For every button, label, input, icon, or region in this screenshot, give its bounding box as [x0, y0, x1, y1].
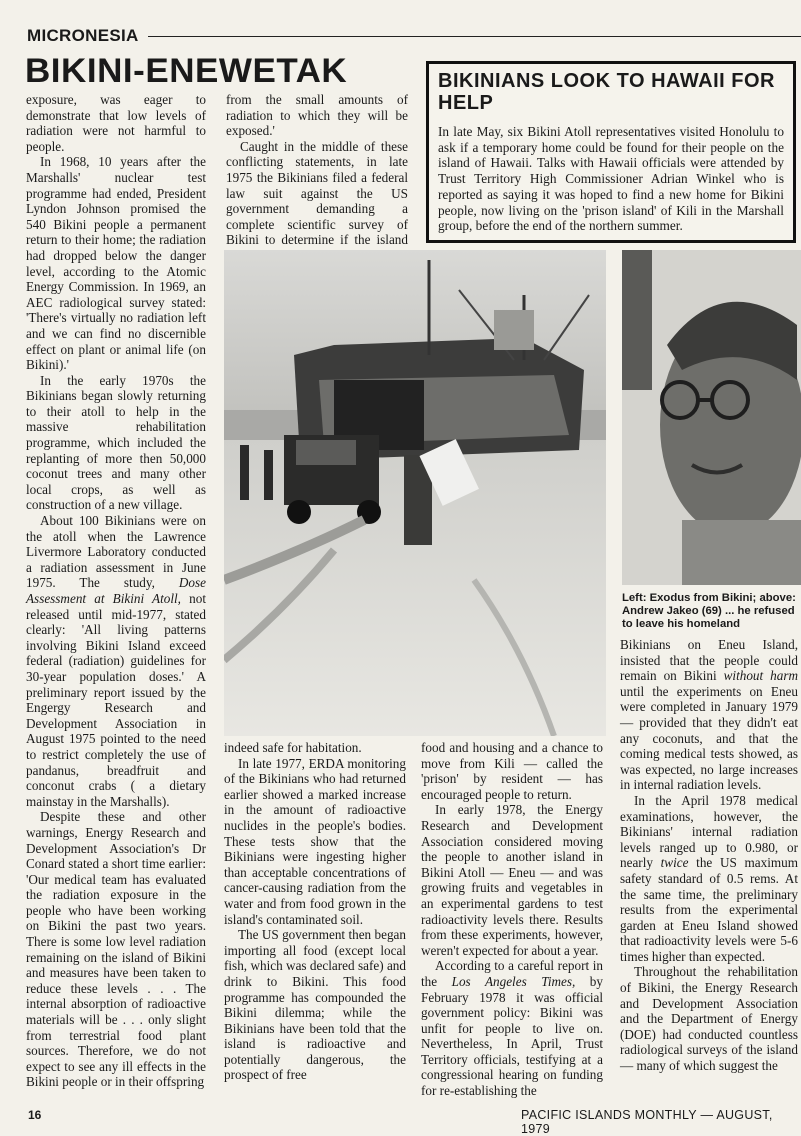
paragraph: Despite these and other warnings, Energy Research and Development Association's Dr Conard stated a short time earlier: 'Our medical team has evaluated the radiation exposure in the people who have been working on Bikini the past two years. There is some low level radiation remaining on the island of Bikini and measures have been taken to reduce these levels . . . The internal absorption of radioactive materials will be . . . only slight from terrestrial food plant sources. Therefore, we do not expect to see any ill effects in the Bikini people or in their offspring	[26, 809, 206, 1090]
column-4	[620, 637, 798, 1074]
paragraph: Throughout the rehabilitation of Bikini, the Energy Research and Development Association and the Department of Energy (DOE) had conducted countless radiological surveys of the island — many of which suggest the	[620, 964, 798, 1074]
paragraph: According to a careful report in the Los Angeles Times, by February 1978 it was official government policy: Bikini was unfit for people to live on. Nevertheless, In April, Trust Territory officials, testifying at a congressional hearing on funding for re-establishing the	[421, 958, 603, 1099]
paragraph: food and housing and a chance to move from Kili — called the 'prison' by resident — has encouraged people to return.	[421, 740, 603, 802]
column-2-bottom	[224, 740, 406, 1083]
paragraph: exposure, was eager to demonstrate that low levels of radiation were not harmful to people.	[26, 92, 206, 154]
box-body: In late May, six Bikini Atoll representatives visited Honolulu to ask if a temporary home could be found for their people on the island of Hawaii. Talks with Hawaii officials were attended by Trust Territory High Commissioner Adrian Winkel who is reported as saying it was hoped to find a new home for Bikini people, now living on the 'prison island' of Kili in the Marshall group, before the end of the northern summer.	[438, 124, 784, 234]
photo-portrait	[622, 250, 801, 585]
photo-exodus	[224, 250, 606, 736]
column-3	[421, 740, 603, 1099]
section-label: MICRONESIA	[27, 26, 139, 45]
paragraph: from the small amounts of radiation to which they will be exposed.'	[226, 92, 408, 139]
paragraph: Bikinians on Eneu Island, insisted that the people could remain on Bikini without harm until the experiments on Eneu were completed in January 1979 — provided that they didn't eat any coconuts, and that the coming medical tests showed, as was expected, no large increases in internal radiation levels.	[620, 637, 798, 793]
photo-portrait-image	[622, 250, 801, 585]
headline: BIKINI-ENEWETAK	[25, 52, 348, 90]
column-2-top	[226, 92, 408, 264]
paragraph: The US government then began importing all food (except local fish, which was declared safe) and drink to Bikini. This food programme has compounded the Bikini dilemma; while the Bikinians have been told that the island is radioactive and potentially dangerous, the prospect of free	[224, 927, 406, 1083]
section-rule	[148, 36, 801, 37]
paragraph: In the April 1978 medical examinations, however, the Bikinians' internal radiation levels ranged up to 0.980, or nearly twice the US maximum safety standard of 0.5 rems. At the same time, the preliminary results from the experimental garden at Eneu Island showed that radioactivity levels were 5-6 times higher than expected.	[620, 792, 798, 964]
page-number: 16	[28, 1108, 42, 1122]
box-title: BIKINIANS LOOK TO HAWAII FOR HELP	[438, 70, 775, 114]
paragraph: In 1968, 10 years after the Marshalls' nuclear test programme had ended, President Lyndon Johnson promised the 540 Bikini people a permanent return to their home; the radiation had dropped below the danger level, according to the Atomic Energy Commission. In 1969, an AEC radiological survey stated: 'There's virtually no radiation left and we can find no discernible effect on plant or animal life (on Bikini).'	[26, 154, 206, 373]
photo-caption: Left: Exodus from Bikini; above: Andrew Jakeo (69) ... he refused to leave his homeland	[622, 592, 796, 630]
column-1	[26, 92, 206, 1090]
sidebar-box	[426, 61, 796, 243]
paragraph: About 100 Bikinians were on the atoll when the Lawrence Livermore Laboratory conducted a radiation assessment in June 1975. The study, Dose Assessment at Bikini Atoll, not released until mid-1977, stated clearly: 'All living patterns involving Bikini Island exceed federal (radiation) guidelines for 30-year population doses.' A preliminary report issued by the Engergy Research and Development Association in August 1975 pointed to the need to restrict completely the use of pandanus, breadfruit and conconut crabs ( a dietary mainstay in the Marshalls).	[26, 513, 206, 809]
paragraph: indeed safe for habitation.	[224, 740, 362, 755]
paragraph: In early 1978, the Energy Research and Development Association considered moving the people to another island in Bikini Atoll — Eneu — and was growing fruits and vegetables in an experimental gardens to test radioactivity levels there. Results from these experiments, however, weren't expected for about a year.	[421, 802, 603, 958]
paragraph: Caught in the middle of these conflicting statements, in late 1975 the Bikinians filed a federal law suit against the US government demanding a complete scientific survey of Bikini to determine if the island	[226, 138, 408, 248]
paragraph: In the early 1970s the Bikinians began slowly returning to their atoll to help in the massive rehabilitation programme, which included the replanting of more then 50,000 coconut trees and many other local crops, as well as construction of a new village.	[26, 372, 206, 513]
photo-exodus-image	[224, 250, 606, 736]
paragraph: In late 1977, ERDA monitoring of the Bikinians who had returned earlier showed a marked increase in the amount of radioactive nuclides in the people's bodies. These tests show that the Bikinians were ingesting higher than acceptable concentrations of cancer-causing radiation from the water and from food grown in the island's contaminated soil.	[224, 755, 406, 927]
publication-footer: PACIFIC ISLANDS MONTHLY — AUGUST, 1979	[521, 1108, 773, 1136]
